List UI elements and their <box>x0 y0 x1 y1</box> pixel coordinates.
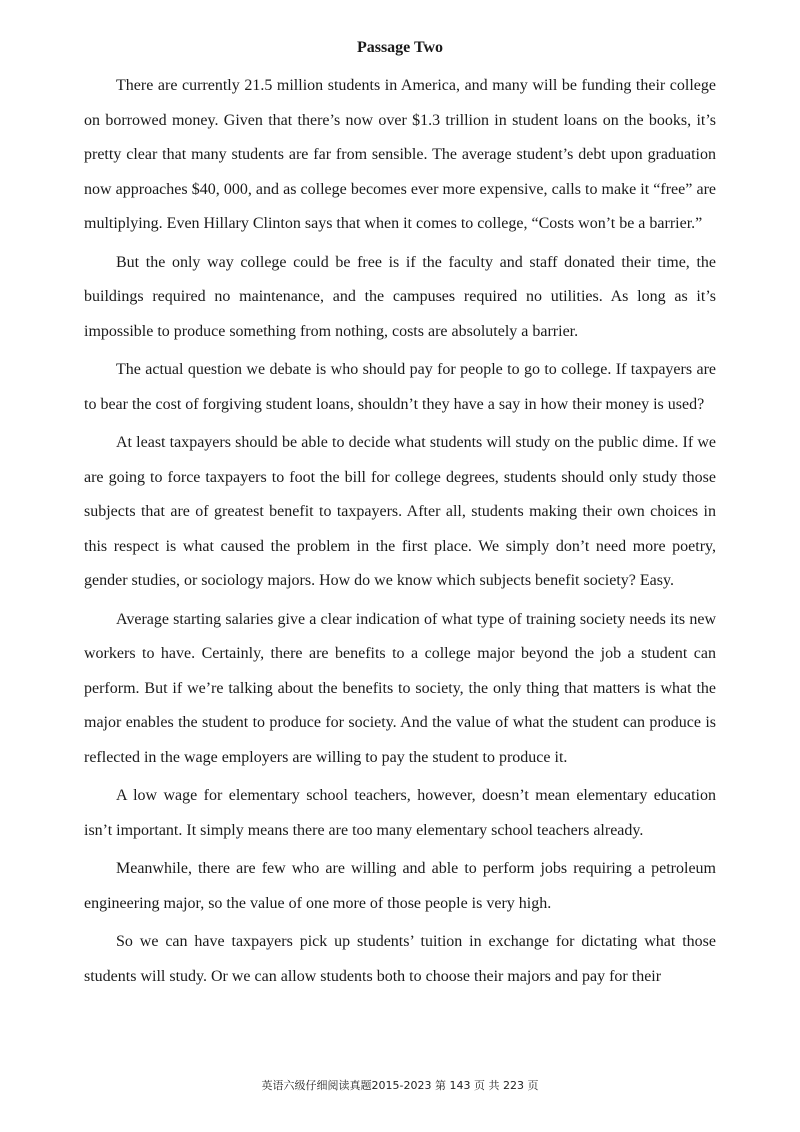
paragraph: A low wage for elementary school teachers, however, doesn’t mean elementary education isn’t important. It simply means there are too many elementary school teachers already. <box>84 787 716 839</box>
paragraph: Meanwhile, there are few who are willing and able to perform jobs requiring a petroleum engineering major, so the value of one more of those people is very high. <box>84 860 716 912</box>
paragraph: The actual question we debate is who should pay for people to go to college. If taxpayers are to bear the cost of forgiving student loans, shouldn’t they have a say in how their money is used? <box>84 361 716 413</box>
paragraph: There are currently 21.5 million students in America, and many will be funding their college on borrowed money. Given that there’s now over $1.3 trillion in student loans on the books, it’s pretty clear that many students are far from sensible. The average student’s debt upon graduation now approaches $40, 000, and as college becomes ever more expensive, calls to make it “free” are multiplying. Even Hillary Clinton says that when it comes to college, “Costs won’t be a barrier.” <box>84 77 716 232</box>
paragraph: So we can have taxpayers pick up students’ tuition in exchange for dictating what those students will study. Or we can allow students both to choose their majors and pay for their <box>84 933 716 985</box>
passage-body <box>84 69 716 998</box>
paragraph: At least taxpayers should be able to decide what students will study on the public dime. If we are going to force taxpayers to foot the bill for college degrees, students should only study those subjects that are of greatest benefit to taxpayers. After all, students making their own choices in this respect is what caused the problem in the first place. We simply don’t need more poetry, gender studies, or sociology majors. How do we know which subjects benefit society? Easy. <box>84 434 716 589</box>
passage-title: Passage Two <box>356 39 444 56</box>
paragraph: Average starting salaries give a clear indication of what type of training society needs its new workers to have. Certainly, there are benefits to a college major beyond the job a student can perform. But if we’re talking about the benefits to society, the only thing that matters is what the major enables the student to produce for society. And the value of what the student can produce is reflected in the wage employers are willing to pay the student to produce it. <box>84 610 716 766</box>
page-footer: 英语六级仔细阅读真题2015-2023 第 143 页 共 223 页 <box>261 1079 539 1092</box>
paragraph: But the only way college could be free is if the faculty and staff donated their time, the buildings required no maintenance, and the campuses required no utilities. As long as it’s impossible to produce something from nothing, costs are absolutely a barrier. <box>84 253 716 340</box>
